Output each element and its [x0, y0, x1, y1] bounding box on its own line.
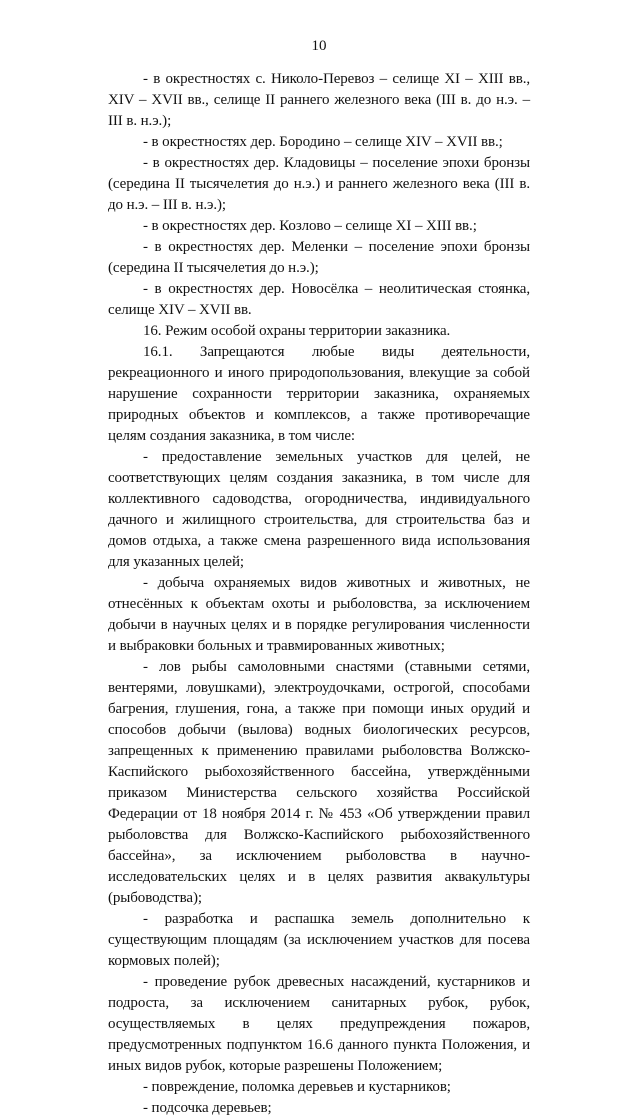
- prohibition-tapping: - подсочка деревьев;: [143, 1100, 272, 1116]
- list-item-kladovitsy: - в окрестностях дер. Кладовицы – поселение эпохи бронзы (середина II тысячелетия до н.э.) и раннего железного века (III в. до н.э. – III в. н.э.);: [108, 155, 530, 213]
- list-item-kozlovo: - в окрестностях дер. Козлово – селище XI – XIII вв.;: [143, 218, 477, 234]
- prohibition-logging: - проведение рубок древесных насаждений, кустарников и подроста, за исключением санитарных рубок, рубок, осуществляемых в целях предупреждения пожаров, предусмотренных подпунктом 16.6 данного пункта Положения, и иных видов рубок, которые разрешены Положением;: [108, 974, 530, 1074]
- prohibition-land-plowing: - разработка и распашка земель дополнительно к существующим площадям (за исключением участков для посева кормовых полей);: [108, 911, 530, 969]
- list-item-novoselka: - в окрестностях дер. Новосёлка – неолитическая стоянка, селище XIV – XVII вв.: [108, 281, 530, 318]
- page-number: 10: [311, 38, 327, 54]
- prohibition-animal-harvest: - добыча охраняемых видов животных и животных, не отнесённых к объектам охоты и рыболовства, за исключением добычи в научных целях и в порядке регулирования численности и выбраковки больных и травмированных животных;: [108, 575, 530, 654]
- clause-16-1: 16.1. Запрещаются любые виды деятельности, рекреационного и иного природопользования, влекущие за собой нарушение сохранности территории заказника, охраняемых природных объектов и комплексов, а также противоречащие целям создания заказника, в том числе:: [108, 344, 530, 444]
- prohibition-land-allocation: - предоставление земельных участков для целей, не соответствующих целям создания заказника, в том числе для коллективного садоводства, огородничества, индивидуального дачного и жилищного строительства, для строительства баз и домов отдыха, а также смена разрешенного вида использования для указанных целей;: [108, 449, 530, 570]
- list-item-nikolo-perevoz: - в окрестностях с. Николо-Перевоз – селище XI – XIII вв., XIV – XVII вв., селище II раннего железного века (III в. до н.э. – III в. н.э.);: [108, 71, 530, 129]
- prohibition-tree-damage: - повреждение, поломка деревьев и кустарников;: [143, 1079, 451, 1095]
- section-heading-16: 16. Режим особой охраны территории заказника.: [143, 323, 451, 339]
- list-item-borodino: - в окрестностях дер. Бородино – селище XIV – XVII вв.;: [143, 134, 503, 150]
- prohibition-fishing: - лов рыбы самоловными снастями (ставными сетями, вентерями, ловушками), электроудочками, острогой, способами багрения, глушения, гона, а также при помощи иных орудий и способов добычи (вылова) водных биологических ресурсов, запрещенных к применению правилами рыболовства Волжско-Каспийского рыбохозяйственного бассейна, утверждёнными приказом Министерства сельского хозяйства Российской Федерации от 18 ноября 2014 г. № 453 «Об утверждении правил рыболовства для Волжско-Каспийского рыбохозяйственного бассейна», за исключением рыболовства в научно-исследовательских целях и в целях развития аквакультуры (рыбоводства);: [108, 659, 530, 906]
- document-body: [108, 69, 530, 1119]
- list-item-melenki: - в окрестностях дер. Меленки – поселение эпохи бронзы (середина II тысячелетия до н.э.);: [108, 239, 530, 276]
